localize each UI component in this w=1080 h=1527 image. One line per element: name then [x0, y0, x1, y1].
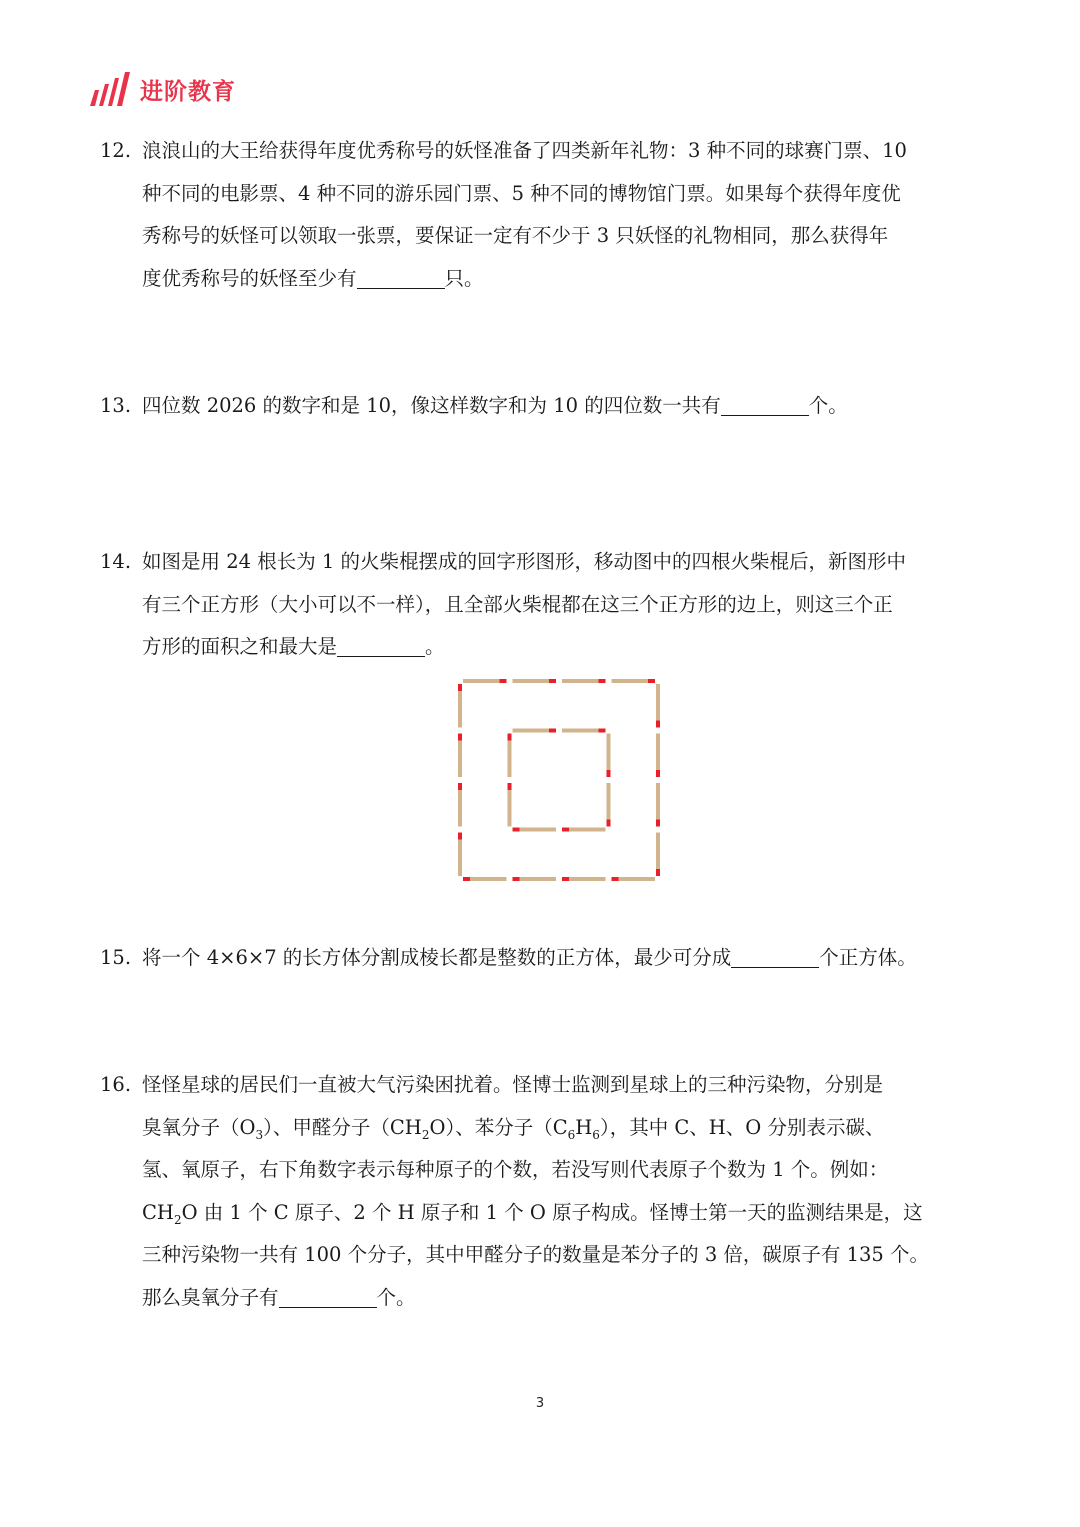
question-text-line: $CH_2O$ 由 1 个 C 原子、2 个 H 原子和 1 个 O 原子构成。怪博士第一天的监测结果是，这 [142, 1200, 923, 1227]
question-text-line: 度优秀称号的妖怪至少有 只。 [142, 258, 980, 301]
logo-bars-icon [88, 72, 134, 106]
answer-blank[interactable] [357, 261, 445, 289]
question-number: 14. [100, 550, 132, 573]
question-15 [100, 937, 980, 980]
question-text-line: 臭氧分子$(O_3)$、甲醛分子$(CH_2O)$、苯分子$(C_6H_6)$，其中 C、H、O 分别表示碳、 [142, 1115, 885, 1142]
matchstick-figure [455, 676, 661, 886]
question-number: 16. [100, 1073, 132, 1096]
question-number: 13. [100, 394, 132, 417]
question-text-line: 将一个 4×6×7 的长方体分割成棱长都是整数的正方体，最少可分成 个正方体。 [142, 937, 980, 980]
answer-blank[interactable] [721, 388, 809, 416]
question-text-line: 如图是用 24 根长为 1 的火柴棍摆成的回字形图形，移动图中的四根火柴棍后，新图形中 [142, 550, 907, 573]
question-16 [100, 1064, 980, 1319]
question-number: 15. [100, 946, 132, 969]
answer-blank[interactable] [337, 629, 425, 657]
question-text-line: 浪浪山的大王给获得年度优秀称号的妖怪准备了四类新年礼物：3 种不同的球赛门票、10 [142, 139, 907, 162]
question-text-line: 秀称号的妖怪可以领取一张票，要保证一定有不少于 3 只妖怪的礼物相同，那么获得年 [142, 224, 889, 247]
question-text-line: 方形的面积之和最大是 。 [142, 626, 980, 669]
question-text-line: 怪怪星球的居民们一直被大气污染困扰着。怪博士监测到星球上的三种污染物，分别是 [142, 1073, 884, 1096]
question-12 [100, 130, 980, 300]
question-text-line: 有三个正方形（大小可以不一样），且全部火柴棍都在这三个正方形的边上，则这三个正 [142, 592, 893, 616]
question-text-line: 种不同的电影票、4 种不同的游乐园门票、5 种不同的博物馆门票。如果每个获得年度优 [142, 181, 901, 205]
question-text-line: 四位数 2026 的数字和是 10，像这样数字和为 10 的四位数一共有 个。 [142, 385, 980, 428]
answer-blank[interactable] [279, 1280, 377, 1308]
question-text-line: 氢、氧原子，右下角数字表示每种原子的个数，若没写则代表原子个数为 1 个。例如： [142, 1158, 889, 1181]
question-13 [100, 385, 980, 428]
question-text-line: 那么臭氧分子有 个。 [142, 1277, 980, 1320]
brand-logo [88, 72, 236, 106]
logo-text: 进阶教育 [140, 78, 236, 105]
question-14 [100, 541, 980, 669]
answer-blank[interactable] [731, 940, 819, 968]
question-text-line: 三种污染物一共有 100 个分子，其中甲醛分子的数量是苯分子的 3 倍，碳原子有 135 个。 [142, 1243, 930, 1266]
page-number: 3 [535, 1396, 545, 1411]
question-number: 12. [100, 139, 132, 162]
